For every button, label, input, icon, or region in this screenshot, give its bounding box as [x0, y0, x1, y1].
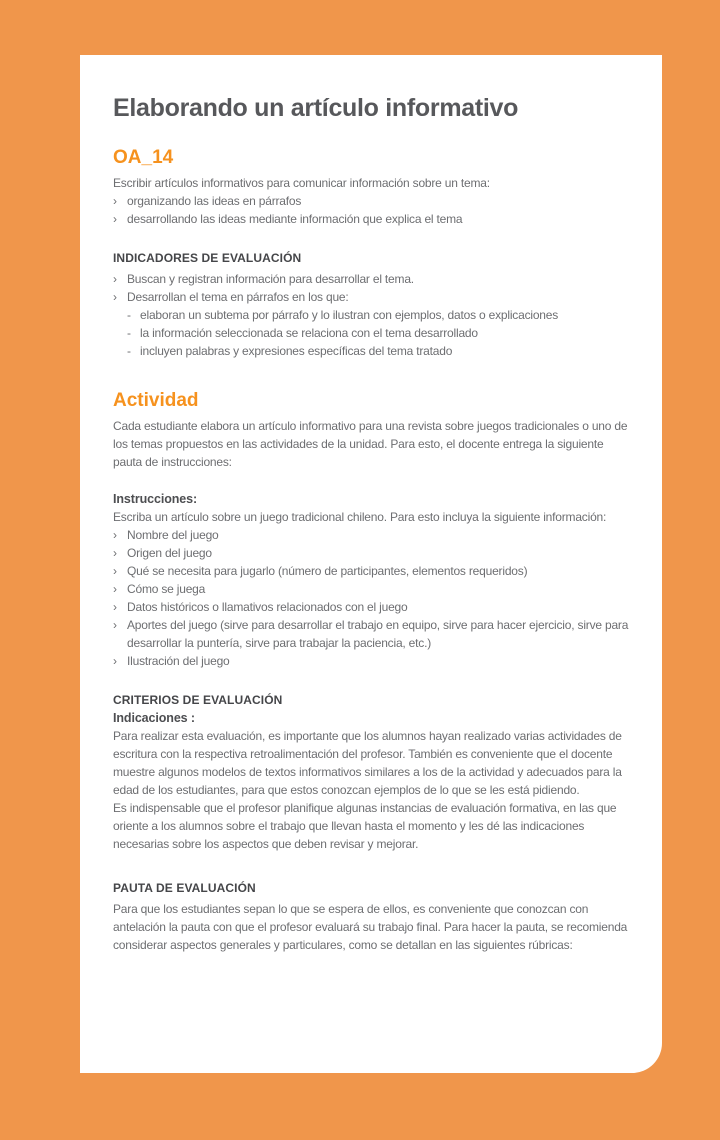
- sub-list-item-text: incluyen palabras y expresiones específicas del tema tratado: [140, 344, 453, 358]
- chevron-bullet: ›: [113, 654, 117, 668]
- list-item-text: organizando las ideas en párrafos: [127, 194, 302, 208]
- chevron-bullet: ›: [113, 212, 117, 226]
- instrucciones-label: Instrucciones:: [113, 492, 198, 506]
- list-item: [113, 562, 632, 580]
- list-item: [113, 652, 632, 670]
- pauta-heading: PAUTA DE EVALUACIÓN: [113, 881, 256, 895]
- section-indicadores: [113, 249, 632, 360]
- list-item-text: Aportes del juego (sirve para desarrollar el trabajo en equipo, sirve para hacer ejercicio, sirve para desarrollar la puntería, sirve para trabajar la paciencia, etc.): [127, 618, 629, 650]
- chevron-bullet: ›: [113, 290, 117, 304]
- dash-bullet: -: [127, 308, 131, 322]
- section-instrucciones: [113, 490, 632, 670]
- document-card: [80, 55, 662, 1073]
- oa-intro: Escribir artículos informativos para comunicar información sobre un tema:: [113, 176, 490, 190]
- sub-list-item: [113, 324, 632, 342]
- list-item: [113, 210, 632, 228]
- list-item-text: Desarrollan el tema en párrafos en los que:: [127, 290, 349, 304]
- list-item-text: Origen del juego: [127, 546, 212, 560]
- list-item: [113, 192, 632, 210]
- instrucciones-intro: Escriba un artículo sobre un juego tradicional chileno. Para esto incluya la siguiente información:: [113, 510, 607, 524]
- list-item-text: Ilustración del juego: [127, 654, 230, 668]
- indicaciones-label: Indicaciones :: [113, 711, 195, 725]
- section-oa: [113, 147, 632, 228]
- list-item: [113, 544, 632, 562]
- oa-heading: OA_14: [113, 147, 174, 168]
- list-item-text: Cómo se juega: [127, 582, 206, 596]
- section-actividad: [113, 390, 632, 471]
- chevron-bullet: ›: [113, 194, 117, 208]
- actividad-paragraph: Cada estudiante elabora un artículo informativo para una revista sobre juegos tradicionales o uno de los temas propuestos en las actividades de la unidad. Para esto, el docente entrega la siguiente pauta de instrucciones:: [113, 419, 628, 469]
- sub-list-item-text: elaboran un subtema por párrafo y lo ilustran con ejemplos, datos o explicaciones: [140, 308, 559, 322]
- chevron-bullet: ›: [113, 600, 117, 614]
- list-item: [113, 598, 632, 616]
- chevron-bullet: ›: [113, 618, 117, 632]
- chevron-bullet: ›: [113, 528, 117, 542]
- list-item: [113, 288, 632, 306]
- chevron-bullet: ›: [113, 564, 117, 578]
- list-item: [113, 270, 632, 288]
- list-item: [113, 580, 632, 598]
- actividad-heading: Actividad: [113, 390, 199, 411]
- chevron-bullet: ›: [113, 546, 117, 560]
- list-item-text: Buscan y registran información para desarrollar el tema.: [127, 272, 414, 286]
- list-item: [113, 616, 632, 652]
- section-pauta: [113, 879, 632, 954]
- pauta-paragraph: Para que los estudiantes sepan lo que se espera de ellos, es conveniente que conozcan con antelación la pauta con que el profesor evaluará su trabajo final. Para hacer la pauta, se recomienda considerar aspectos generales y particulares, como se detallan en las siguientes rúbricas:: [113, 902, 628, 952]
- sub-list-item-text: la información seleccionada se relaciona con el tema desarrollado: [140, 326, 478, 340]
- sub-list-item: [113, 342, 632, 360]
- criterios-paragraph: Para realizar esta evaluación, es importante que los alumnos hayan realizado varias actividades de escritura con la respectiva retroalimentación del profesor. También es conveniente que el docente muestre algunos modelos de textos informativos similares a los de la actividad y adecuados para la edad de los estudiantes, para que estos conozcan ejemplos de lo que se les está pidiendo.: [113, 729, 622, 797]
- criterios-heading: CRITERIOS DE EVALUACIÓN: [113, 693, 283, 707]
- dash-bullet: -: [127, 344, 131, 358]
- list-item-text: Nombre del juego: [127, 528, 219, 542]
- criterios-paragraph: Es indispensable que el profesor planifique algunas instancias de evaluación formativa, en las que oriente a los alumnos sobre el trabajo que llevan hasta el momento y les dé las indicaciones necesarias sobre los aspectos que deben revisar y mejorar.: [113, 801, 617, 851]
- list-item-text: Qué se necesita para jugarlo (número de participantes, elementos requeridos): [127, 564, 528, 578]
- sub-list-item: [113, 306, 632, 324]
- list-item-text: desarrollando las ideas mediante información que explica el tema: [127, 212, 463, 226]
- list-item-text: Datos históricos o llamativos relacionados con el juego: [127, 600, 408, 614]
- chevron-bullet: ›: [113, 582, 117, 596]
- section-criterios: [113, 691, 632, 853]
- list-item: [113, 526, 632, 544]
- page-title: Elaborando un artículo informativo: [113, 94, 519, 122]
- chevron-bullet: ›: [113, 272, 117, 286]
- indicadores-heading: INDICADORES DE EVALUACIÓN: [113, 251, 302, 265]
- dash-bullet: -: [127, 326, 131, 340]
